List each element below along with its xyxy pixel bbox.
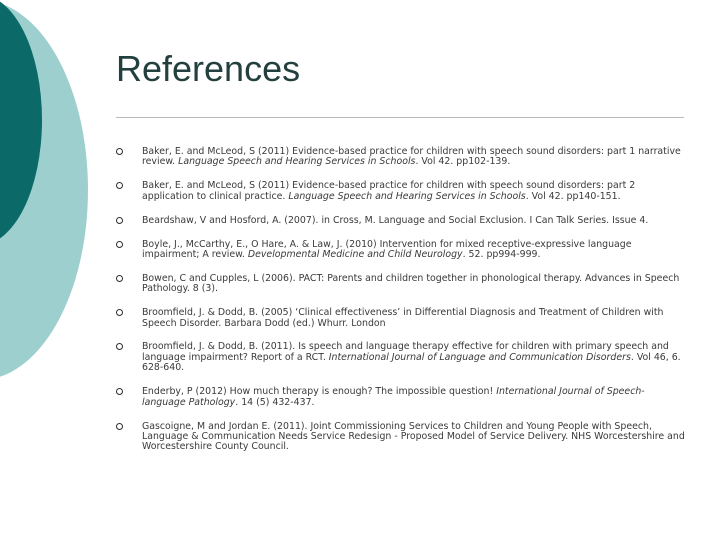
reference-text: . Vol 42. pp140-151. bbox=[525, 190, 621, 202]
circle-bullet-icon bbox=[116, 388, 123, 395]
reference-journal-title: International Journal of Speech-language Pathology bbox=[142, 386, 645, 408]
reference-text: Broomfield, J. & Dodd, B. (2005) ‘Clinical effectiveness’ in Differential Diagnosis and Treatment of Children with Speech Disorder. Barbara Dodd (ed.) Whurr. London bbox=[142, 307, 664, 329]
reference-item bbox=[116, 342, 686, 373]
reference-item bbox=[116, 422, 686, 453]
reference-journal-title: Developmental Medicine and Child Neurology bbox=[247, 248, 463, 260]
reference-journal-title: Language Speech and Hearing Services in Schools bbox=[288, 190, 526, 202]
reference-text: Enderby, P (2012) How much therapy is enough? The impossible question! bbox=[142, 386, 497, 398]
reference-text: . Vol 46, 6. 628-640. bbox=[142, 351, 681, 374]
circle-bullet-icon bbox=[116, 148, 123, 155]
reference-text: . 52. pp994-999. bbox=[462, 248, 541, 260]
reference-list bbox=[116, 147, 686, 466]
title-divider bbox=[116, 117, 684, 118]
reference-text: Baker, E. and McLeod, S (2011) Evidence-based practice for children with speech sound disorders: part 1 narrative review. bbox=[142, 146, 681, 168]
reference-item bbox=[116, 240, 686, 261]
circle-bullet-icon bbox=[116, 423, 123, 430]
reference-text: Baker, E. and McLeod, S (2011) Evidence-based practice for children with speech sound disorders: part 2 application to clinical practice. bbox=[142, 180, 636, 202]
reference-item bbox=[116, 147, 686, 168]
reference-journal-title: Language Speech and Hearing Services in Schools bbox=[178, 156, 416, 168]
reference-journal-title: International Journal of Language and Communication Disorders bbox=[328, 351, 631, 363]
page-title: References bbox=[116, 48, 301, 89]
reference-item bbox=[116, 181, 686, 202]
circle-bullet-icon bbox=[116, 275, 123, 282]
circle-bullet-icon bbox=[116, 241, 123, 248]
reference-text: . 14 (5) 432-437. bbox=[235, 396, 315, 408]
circle-bullet-icon bbox=[116, 217, 123, 224]
reference-text: Gascoigne, M and Jordan E. (2011). Joint Commissioning Services to Children and Young People with Speech, Language & Communication Needs Service Redesign - Proposed Model of Service Delivery. NHS Worcestershire and Worcestershire County Council. bbox=[142, 420, 685, 453]
reference-text: Bowen, C and Cupples, L (2006). PACT: Parents and children together in phonological therapy. Advances in Speech Pathology. 8 (3). bbox=[142, 272, 680, 295]
reference-item bbox=[116, 308, 686, 329]
reference-text: Beardshaw, V and Hosford, A. (2007). in Cross, M. Language and Social Exclusion. I Can Talk Series. Issue 4. bbox=[142, 214, 649, 226]
circle-bullet-icon bbox=[116, 182, 123, 189]
circle-bullet-icon bbox=[116, 309, 123, 316]
reference-item bbox=[116, 387, 686, 408]
reference-text: . Vol 42. pp102-139. bbox=[415, 156, 511, 168]
reference-text: Boyle, J., McCarthy, E., O Hare, A. & Law, J. (2010) Intervention for mixed receptive-expressive language impairment; A review. bbox=[142, 238, 632, 260]
reference-text: Broomfield, J. & Dodd, B. (2011). Is speech and language therapy effective for children with primary speech and language impairment? Report of a RCT. bbox=[142, 341, 669, 363]
reference-item bbox=[116, 274, 686, 295]
circle-bullet-icon bbox=[116, 343, 123, 350]
reference-item bbox=[116, 216, 686, 226]
